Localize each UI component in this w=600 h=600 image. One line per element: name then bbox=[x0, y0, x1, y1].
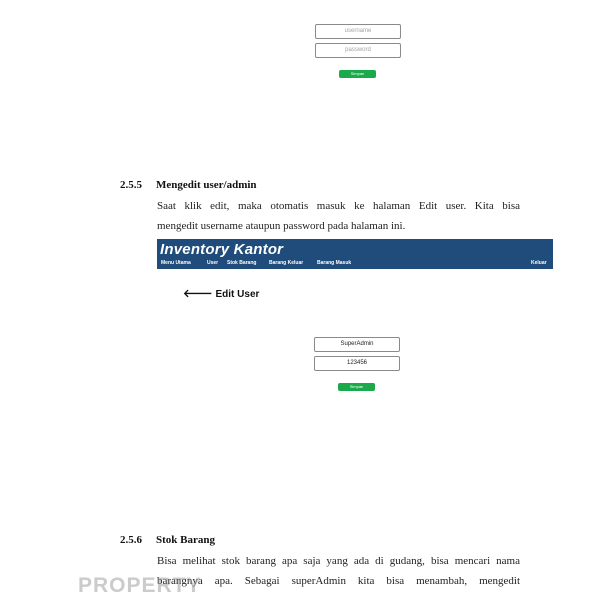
section-paragraph bbox=[157, 551, 520, 591]
section-title: Stok Barang bbox=[156, 534, 215, 546]
paragraph-line: mengedit username ataupun password pada halaman ini. bbox=[157, 220, 406, 232]
nav-item-stok-barang[interactable]: Stok Barang bbox=[227, 260, 257, 266]
section-heading-stok-barang bbox=[120, 534, 215, 546]
back-link-label: Edit User bbox=[215, 289, 260, 300]
paragraph-line: barangnya apa. Sebagai superAdmin kita bisa menambah, mengedit bbox=[157, 575, 520, 587]
section-number: 2.5.6 bbox=[120, 534, 142, 546]
username-input[interactable]: username bbox=[315, 24, 401, 39]
password-input[interactable]: password bbox=[315, 43, 401, 58]
logout-link[interactable]: Keluar bbox=[531, 260, 547, 266]
section-heading-edit-user bbox=[120, 179, 257, 191]
save-button[interactable]: Simpan bbox=[338, 383, 375, 391]
nav-item-barang-masuk[interactable]: Barang Masuk bbox=[317, 260, 352, 266]
save-button[interactable]: Simpan bbox=[339, 70, 376, 78]
arrow-left-icon: 🡐 bbox=[183, 288, 213, 300]
paragraph-line: Saat klik edit, maka otomatis masuk ke halaman Edit user. Kita bisa bbox=[157, 200, 520, 212]
nav-item-user[interactable]: User bbox=[207, 260, 219, 266]
app-brand[interactable]: Inventory Kantor bbox=[160, 241, 284, 258]
section-number: 2.5.5 bbox=[120, 179, 142, 191]
section-paragraph bbox=[157, 196, 520, 236]
username-field[interactable]: SuperAdmin bbox=[314, 337, 400, 352]
app-navbar bbox=[157, 239, 553, 269]
nav-item-menu-utama[interactable]: Menu Utama bbox=[161, 260, 191, 266]
back-link[interactable] bbox=[183, 288, 259, 301]
paragraph-line: Bisa melihat stok barang apa saja yang ada di gudang, bisa mencari nama bbox=[157, 555, 520, 567]
password-field[interactable]: 123456 bbox=[314, 356, 400, 371]
watermark: PROPERTY bbox=[78, 574, 202, 597]
nav-item-barang-keluar[interactable]: Barang Keluar bbox=[269, 260, 304, 266]
section-title: Mengedit user/admin bbox=[156, 179, 257, 191]
